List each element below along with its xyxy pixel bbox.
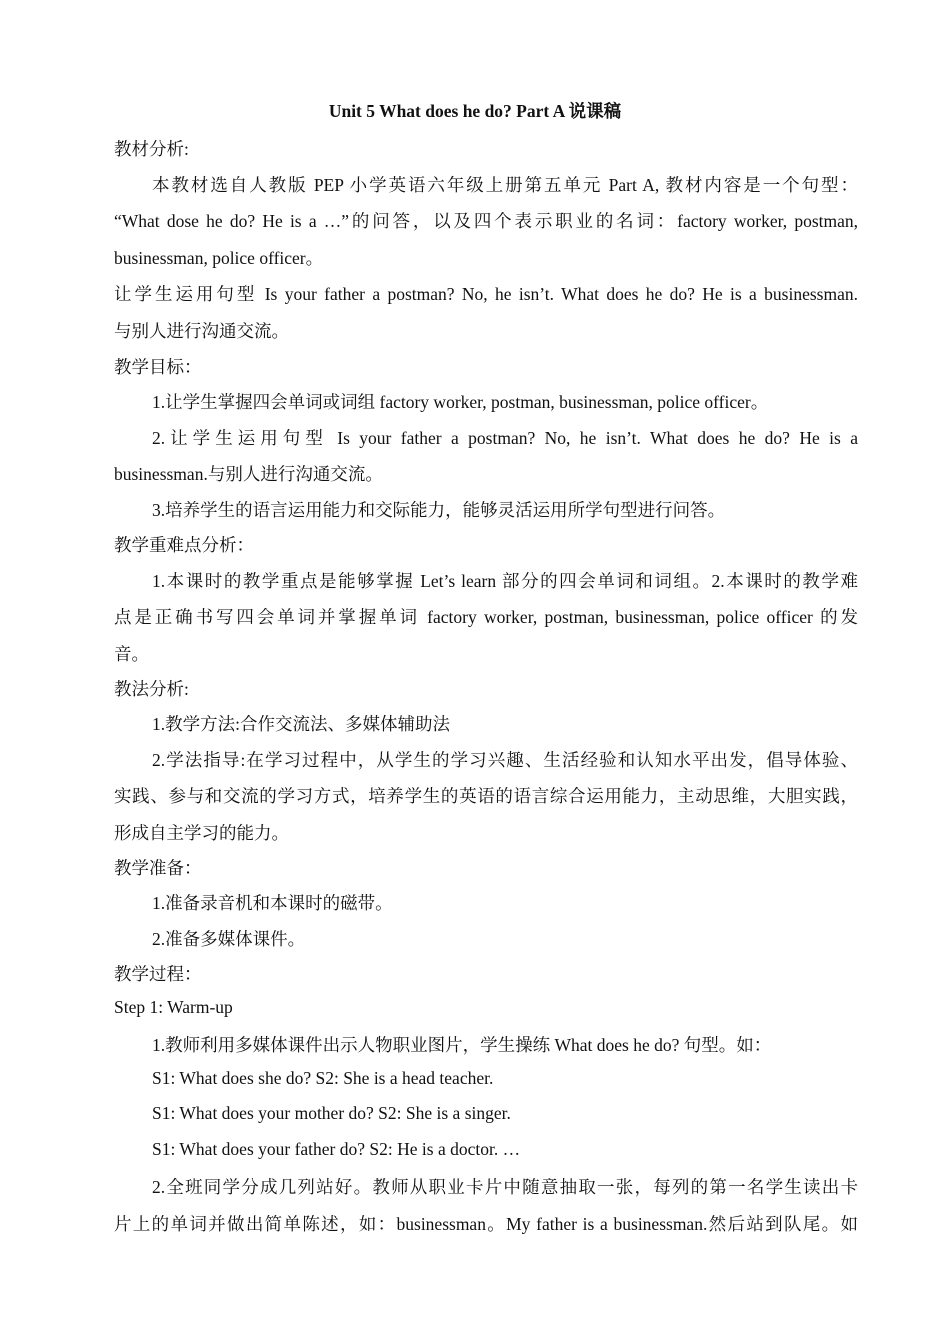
heading-teaching-goals: 教学目标： <box>114 357 202 377</box>
paragraph-line: 本教材选自人教版 PEP 小学英语六年级上册第五单元 Part A, 教材内容是一个句型： <box>152 175 858 195</box>
paragraph-line: businessman.与别人进行沟通交流。 <box>114 464 383 484</box>
step-heading: Step 1: Warm-up <box>114 997 233 1017</box>
list-item: 1.教师利用多媒体课件出示人物职业图片，学生操练 What does he do? 句型。如： <box>152 1035 772 1055</box>
list-item: 2.让学生运用句型 Is your father a postman? No, he isn’t. What does he do? He is a <box>152 428 858 448</box>
paragraph-line: 实践、参与和交流的学习方式，培养学生的英语的语言综合运用能力，主动思维，大胆实践， <box>114 786 858 806</box>
list-item: 2.全班同学分成几列站好。教师从职业卡片中随意抽取一张，每列的第一名学生读出卡 <box>152 1177 858 1197</box>
paragraph-line: 片上的单词并做出简单陈述，如：businessman。My father is a businessman.然后站到队尾。如 <box>114 1214 858 1234</box>
dialogue-line: S1: What does your father do? S2: He is a doctor. … <box>152 1139 521 1159</box>
paragraph-line: 让学生运用句型 Is your father a postman? No, he isn’t. What does he do? He is a businessman. <box>114 284 858 304</box>
paragraph-line: 形成自主学习的能力。 <box>114 823 289 843</box>
paragraph-line: 点是正确书写四会单词并掌握单词 factory worker, postman, businessman, police officer 的发 <box>114 607 858 627</box>
paragraph-line: “What dose he do? He is a …”的问答，以及四个表示职业的名词：factory worker, postman, <box>114 211 858 231</box>
paragraph-line: 与别人进行沟通交流。 <box>114 321 289 341</box>
heading-method-analysis: 教法分析: <box>114 679 189 699</box>
list-item: 2.学法指导:在学习过程中，从学生的学习兴趣、生活经验和认知水平出发，倡导体验、 <box>152 750 858 770</box>
list-item: 1.让学生掌握四会单词或词组 factory worker, postman, businessman, police officer。 <box>152 392 769 412</box>
list-item: 3.培养学生的语言运用能力和交际能力，能够灵活运用所学句型进行问答。 <box>152 500 726 520</box>
heading-preparation: 教学准备： <box>114 858 202 878</box>
page-title: Unit 5 What does he do? Part A 说课稿 <box>328 101 622 121</box>
paragraph-line: businessman, police officer。 <box>114 248 324 268</box>
heading-teaching-process: 教学过程： <box>114 964 202 984</box>
heading-key-points: 教学重难点分析： <box>114 535 254 555</box>
dialogue-line: S1: What does your mother do? S2: She is a singer. <box>152 1103 511 1123</box>
dialogue-line: S1: What does she do? S2: She is a head teacher. <box>152 1068 494 1088</box>
heading-textbook-analysis: 教材分析: <box>114 139 189 159</box>
list-item: 2.准备多媒体课件。 <box>152 929 306 949</box>
list-item: 1.准备录音机和本课时的磁带。 <box>152 893 393 913</box>
list-item: 1.教学方法:合作交流法、多媒体辅助法 <box>152 714 450 734</box>
list-item: 1.本课时的教学重点是能够掌握 Let’s learn 部分的四会单词和词组。2.本课时的教学难 <box>152 571 858 591</box>
paragraph-line: 音。 <box>114 644 149 664</box>
